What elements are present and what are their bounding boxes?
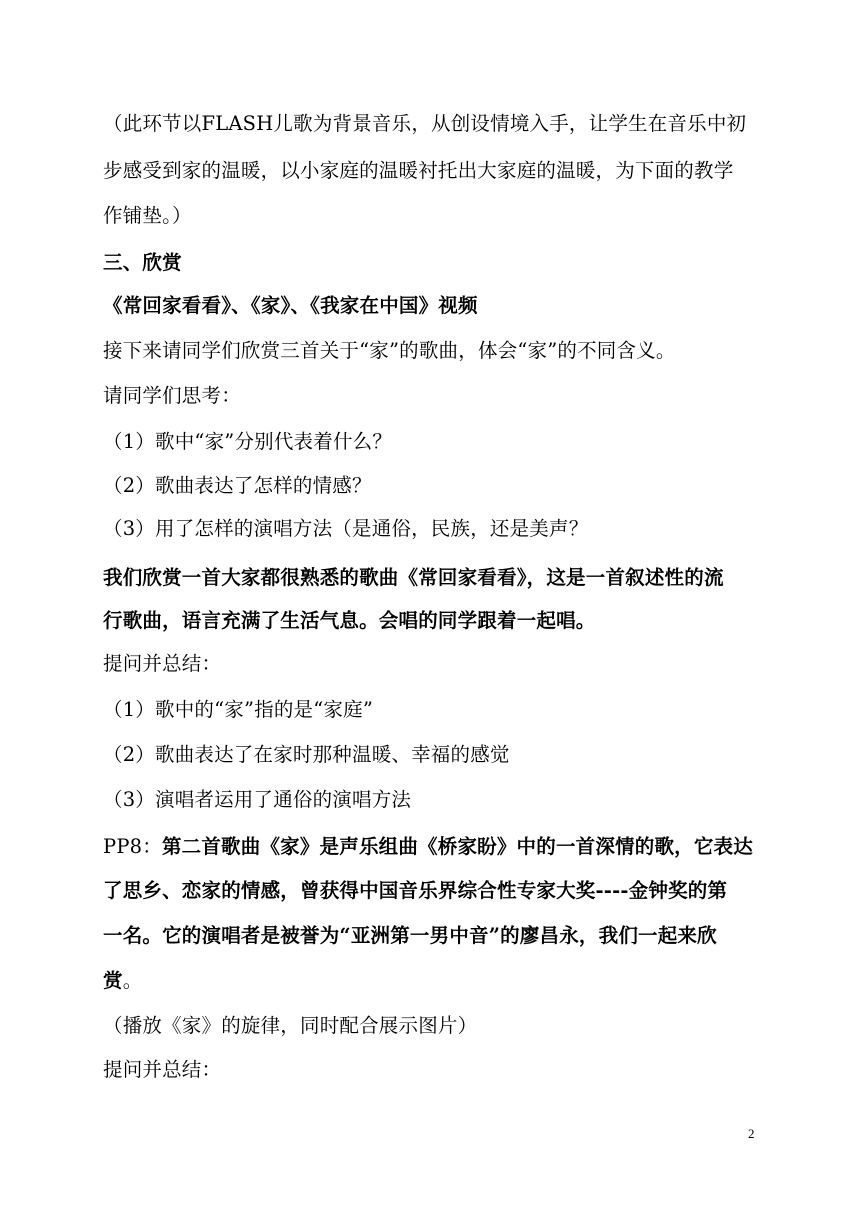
question-item: （2）歌曲表达了怎样的情感？ <box>103 474 372 497</box>
slide-reference: PP8： <box>103 835 162 858</box>
paragraph-text: 。 <box>122 969 143 992</box>
question-item: （3）用了怎样的演唱方法（是通俗，民族，还是美声？ <box>103 517 589 540</box>
paragraph-line: 行歌曲，语言充满了生活气息。会唱的同学跟着一起唱。 <box>103 609 596 632</box>
section-heading: 三、欣赏 <box>103 251 182 274</box>
paragraph-line: 请同学们思考： <box>103 384 241 407</box>
paragraph-line <box>103 833 763 861</box>
page-number: 2 <box>748 1126 755 1141</box>
paragraph-line <box>103 967 763 995</box>
paragraph-text: 赏 <box>103 969 123 992</box>
paragraph-text: 第二首歌曲《家》是声乐组曲《桥家盼》中的一首深情的歌，它表达 <box>161 835 753 858</box>
paragraph-line: 步感受到家的温暖，以小家庭的温暖衬托出大家庭的温暖，为下面的教学 <box>103 159 734 182</box>
summary-label: 提问并总结： <box>103 1058 222 1081</box>
summary-item: （1）歌中的“家”指的是“家庭” <box>103 698 373 721</box>
paragraph-line: 我们欣赏一首大家都很熟悉的歌曲《常回家看看》，这是一首叙述性的流 <box>103 566 724 589</box>
paragraph-line: （此环节以FLASH儿歌为背景音乐，从创设情境入手，让学生在音乐中初 <box>103 112 747 135</box>
summary-item: （2）歌曲表达了在家时那种温暖、幸福的感觉 <box>103 743 510 766</box>
paragraph-line: 作铺垫。） <box>103 204 192 227</box>
summary-label: 提问并总结： <box>103 652 222 675</box>
paragraph-line: 一名。它的演唱者是被誉为“亚洲第一男中音”的廖昌永，我们一起来欣 <box>103 924 717 947</box>
summary-item: （3）演唱者运用了通俗的演唱方法 <box>103 788 412 811</box>
paragraph-line: 了思乡、恋家的情感，曾获得中国音乐界综合性专家大奖----金钟奖的第 <box>103 879 728 902</box>
question-item: （1）歌中“家”分别代表着什么？ <box>103 430 393 453</box>
song-list-line: 《常回家看看》、《家》、《我家在中国》视频 <box>103 294 478 317</box>
paragraph-line: （播放《家》的旋律，同时配合展示图片） <box>103 1014 478 1037</box>
paragraph-line: 接下来请同学们欣赏三首关于“家”的歌曲，体会“家”的不同含义。 <box>103 339 676 362</box>
